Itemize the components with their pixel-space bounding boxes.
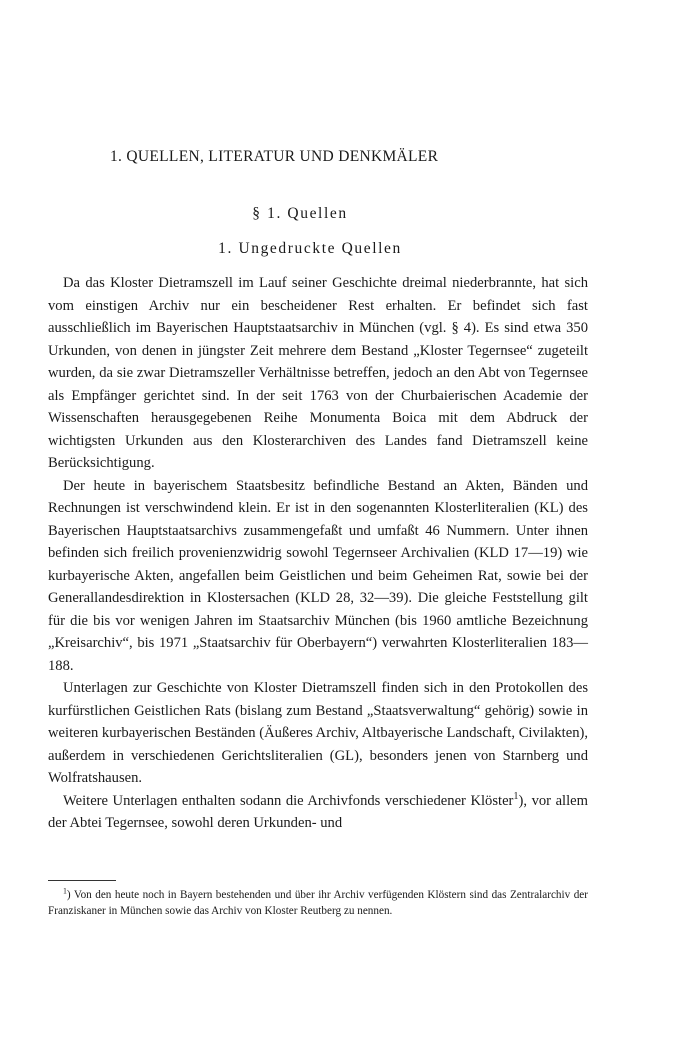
paragraph-4 [48,790,588,835]
footnote [48,887,588,919]
paragraph-1: Da das Kloster Dietramszell im Lauf seiner Geschichte dreimal niederbrannte, hat sich vom einstigen Archiv nur ein bescheidener Rest erhalten. Er befindet sich fast ausschließlich im Bayerischen Hauptstaatsarchiv in München (vgl. § 4). Es sind etwa 350 Urkunden, von denen in jüngster Zeit mehrere dem Bestand „Kloster Tegernsee“ zugeteilt wurden, da sie zwar Dietramszeller Verhältnisse betreffen, jedoch an den Abt von Tegernsee als Empfänger gerichtet sind. In der seit 1763 von der Churbaierischen Academie der Wissenschaften herausgegebenen Reihe Monumenta Boica mit dem Abdruck der wichtigsten Urkunden aus den Klosterarchiven des Landes fand Dietramszell keine Berücksichtigung. [48,275,588,471]
paragraph-3: Unterlagen zur Geschichte von Kloster Dietramszell finden sich in den Protokollen des kurfürstlichen Geistlichen Rats (bislang zum Bestand „Staatsverwaltung“ gehörig) sowie in weiteren kurbayerischen Beständen (Äußeres Archiv, Altbayerische Landschaft, Civilakten), außerdem in verschiedenen Gerichtsliteralien (GL), besonders jenen von Starnberg und Wolfratshausen. [48,680,588,786]
paragraph-4-rest: ), vor allem der Abtei Tegernsee, sowohl deren Urkunden- und [48,792,588,831]
section-title: § 1. Quellen [252,205,348,222]
body-text [48,272,588,835]
subsection-title: 1. Ungedruckte Quellen [218,240,402,257]
paragraph-2: Der heute in bayerischem Staatsbesitz befindliche Bestand an Akten, Bänden und Rechnungen ist verschwindend klein. Er ist in den sogenannten Klosterliteralien (KL) des Bayerischen Hauptstaatsarchivs zusammengefaßt und umfaßt 46 Nummern. Unter ihnen befinden sich freilich provenienzwidrig sowohl Tegernseer Archivalien (KLD 17—19) wie kurbayerische Akten, angefallen beim Geistlichen und beim Geheimen Rat, sowie bei der Generallandesdirektion in Klostersachen (KLD 28, 32—39). Die gleiche Feststellung gilt für die bis vor wenigen Jahren im Staatsarchiv München (bis 1960 amtliche Bezeichnung „Kreisarchiv“, bis 1971 „Staatsarchiv für Oberbayern“) verwahrten Klosterliteralien 183—188. [48,477,588,674]
paragraph-4-start: Weitere Unterlagen enthalten sodann die Archivfonds verschiedener Klöster [63,792,514,809]
footnote-text: ) Von den heute noch in Bayern bestehenden und über ihr Archiv verfügenden Klöstern sind das Zentralarchiv der Franziskaner in München sowie das Archiv von Kloster Reutberg zu nennen. [48,889,588,917]
footnote-reference: 1 [513,790,519,802]
chapter-title: 1. QUELLEN, LITERATUR UND DENKMÄLER [110,148,439,165]
footnote-divider [48,880,116,881]
footnote-marker: 1 [63,886,67,896]
